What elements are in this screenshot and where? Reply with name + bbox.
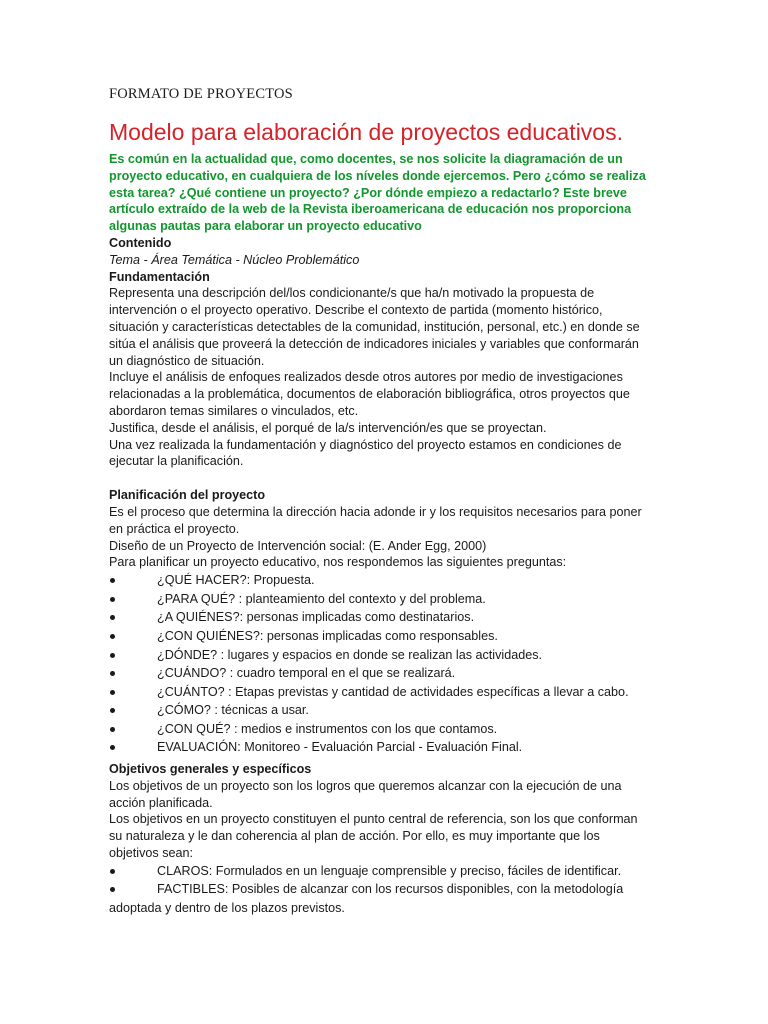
list-item-text: ¿CUÁNDO? : cuadro temporal en el que se realizará. [157,666,456,681]
contenido-line: Tema - Área Temática - Núcleo Problemático [109,252,360,267]
objetivos-paragraph-1: Los objetivos de un proyecto son los logros que queremos alcanzar con la ejecución de una acción planificada. [109,778,622,810]
list-item-text: ¿QUÉ HACER?: Propuesta. [157,573,315,588]
list-item [109,664,649,683]
list-item-text: ¿A QUIÉNES?: personas implicadas como destinatarios. [157,610,475,625]
document-page [109,84,649,918]
planificacion-paragraph-2: Diseño de un Proyecto de Intervención social: (E. Ander Egg, 2000) [109,538,487,553]
list-item-text: ¿CON QUÉ? : medios e instrumentos con los que contamos. [157,721,498,736]
intro-paragraph: Es común en la actualidad que, como docentes, se nos solicite la diagramación de un proyecto educativo, en cualquiera de los níveles donde ejercemos. Pero ¿cómo se realiza esta tarea? ¿Qué contiene un proyecto? ¿Por dónde empiezo a redactarlo? Este breve artículo extraído de la web de la Revista iberoamericana de educación nos proporciona algunas pautas para elaborar un proyecto educativo [109,152,646,234]
fundamentacion-paragraph-1: Representa una descripción del/los condicionante/s que ha/n motivado la propuesta de intervención o el proyecto operativo. Describe el contexto de partida (momento histórico, situación y características detectables de la comunidad, institución, personal, etc.) en donde se sitúa el análisis que proveerá la detección de indicadores iniciales y variables que conformarán un diagnóstico de situación. [109,286,640,368]
bullet-icon [110,690,115,695]
list-item-text: FACTIBLES: Posibles de alcanzar con los recursos disponibles, con la metodología adoptada y dentro de los plazos previstos. [109,882,624,916]
objetivos-paragraph-2: Los objetivos en un proyecto constituyen el punto central de referencia, son los que conforman su naturaleza y le dan coherencia al plan de acción. Por ello, es muy importante que los objetivos sean: [109,812,638,861]
list-item [109,590,649,609]
list-item [109,880,649,917]
fundamentacion-paragraph-3: Justifica, desde el análisis, el porqué de la/s intervención/es que se proyectan. [109,420,547,435]
list-item [109,571,649,590]
planificacion-paragraph-1: Es el proceso que determina la dirección hacia adonde ir y los requisitos necesarios para poner en práctica el proyecto. [109,504,642,536]
list-item [109,720,649,739]
contenido-heading: Contenido [109,235,172,250]
bullet-icon [110,708,115,713]
planificacion-paragraph-3: Para planificar un proyecto educativo, nos respondemos las siguientes preguntas: [109,555,567,570]
bullet-icon [110,727,115,732]
bullet-icon [110,653,115,658]
list-item [109,738,649,757]
planificacion-question-list [109,571,649,757]
list-item [109,862,649,881]
list-item-text: ¿CUÁNTO? : Etapas previstas y cantidad de actividades específicas a llevar a cabo. [157,684,629,699]
format-title: FORMATO DE PROYECTOS [109,86,293,102]
list-item-text: ¿CÓMO? : técnicas a usar. [157,703,309,718]
fundamentacion-heading: Fundamentación [109,269,210,284]
list-item [109,608,649,627]
list-item-text: ¿CON QUIÉNES?: personas implicadas como responsables. [157,628,498,643]
page-title: Modelo para elaboración de proyectos educativos. [109,119,623,145]
bullet-icon [110,745,115,750]
list-item [109,627,649,646]
bullet-icon [110,634,115,639]
section-spacer [109,470,649,487]
bullet-icon [110,615,115,620]
bullet-icon [110,597,115,602]
list-item-text: EVALUACIÓN: Monitoreo - Evaluación Parcial - Evaluación Final. [157,740,523,755]
bullet-icon [110,578,115,583]
fundamentacion-paragraph-4: Una vez realizada la fundamentación y diagnóstico del proyecto estamos en condiciones de ejecutar la planificación. [109,437,622,469]
planificacion-heading: Planificación del proyecto [109,488,266,503]
bullet-icon [110,671,115,676]
objetivos-heading: Objetivos generales y específicos [109,762,312,777]
list-item-text: CLAROS: Formulados en un lenguaje comprensible y preciso, fáciles de identificar. [157,863,622,878]
list-item [109,646,649,665]
objetivos-list [109,862,649,918]
fundamentacion-paragraph-2: Incluye el análisis de enfoques realizados desde otros autores por medio de investigaciones relacionadas a la problemática, documentos de elaboración bibliográfica, otros proyectos que abordaron temas similares o vinculados, etc. [109,370,630,418]
bullet-icon [110,869,115,874]
list-item [109,683,649,702]
list-item [109,701,649,720]
list-item-text: ¿DÓNDE? : lugares y espacios en donde se realizan las actividades. [157,647,543,662]
list-item-text: ¿PARA QUÉ? : planteamiento del contexto y del problema. [157,591,486,606]
